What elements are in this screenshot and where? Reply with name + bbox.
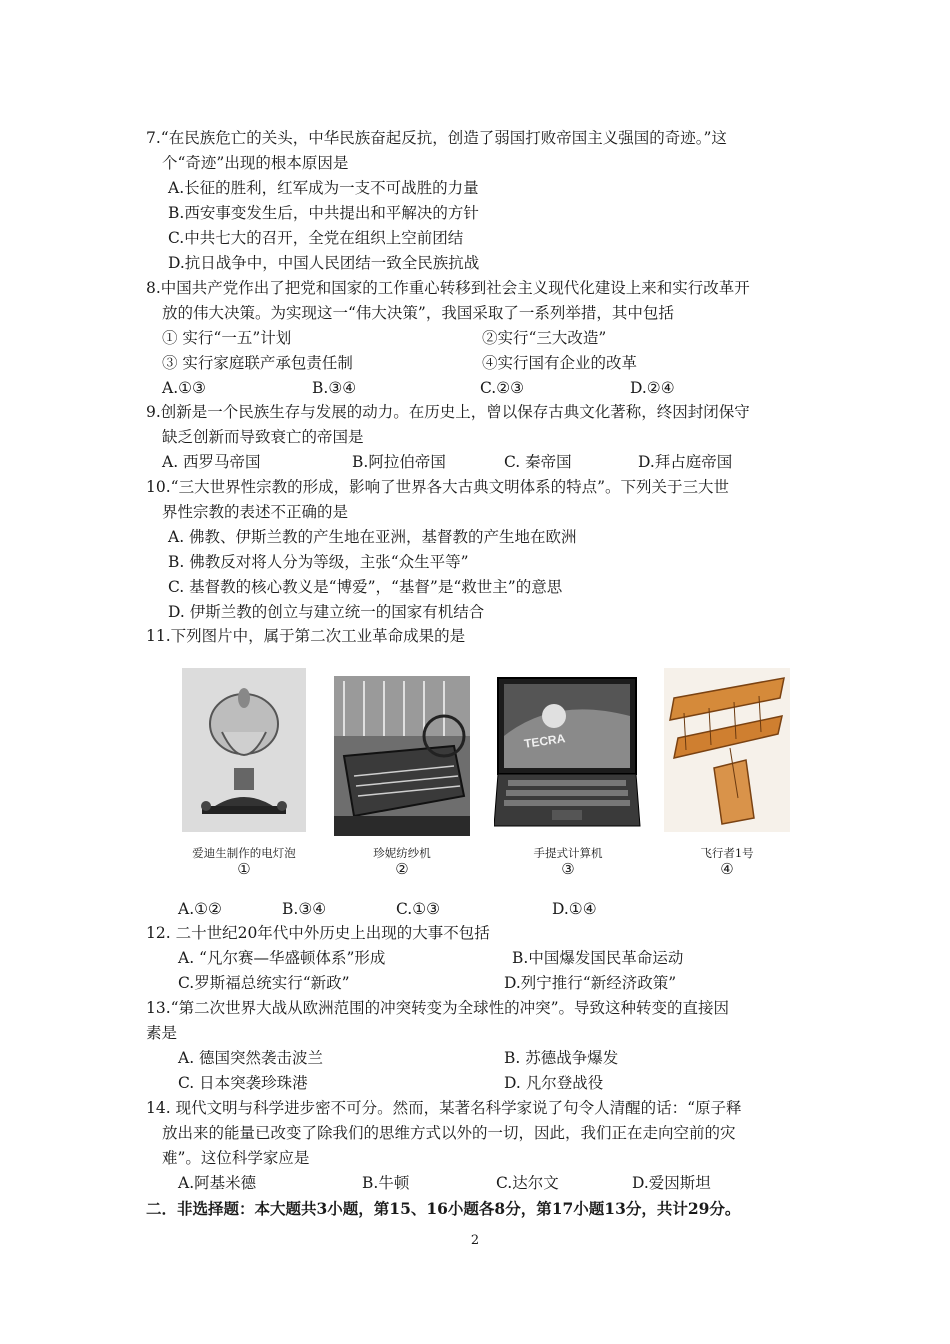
q7-line1: 7.“在民族危亡的关头，中华民族奋起反抗，创造了弱国打败帝国主义强国的奇迹。”这	[146, 129, 727, 147]
figure-2-number: ②	[395, 860, 409, 878]
figure-4-caption: 飞行者1号	[700, 846, 754, 860]
q8-line2: 放的伟大决策。为实现这一“伟大决策”，我国采取了一系列举措，其中包括	[162, 304, 674, 322]
q14-line1: 14. 现代文明与科学进步密不可分。然而，某著名科学家说了句令人清醒的话：“原子释	[146, 1099, 742, 1117]
q12-line1: 12. 二十世纪20年代中外历史上出现的大事不包括	[146, 924, 490, 942]
figure-3-number: ③	[561, 860, 575, 878]
q7-option-b: B.西安事变发生后，中共提出和平解决的方针	[168, 204, 479, 222]
page-number: 2	[470, 1233, 480, 1248]
spinning-jenny-icon	[334, 676, 470, 836]
q8-line1: 8.中国共产党作出了把党和国家的工作重心转移到社会主义现代化建设上来和实行改革开	[146, 279, 750, 297]
q13-option-c: C. 日本突袭珍珠港	[178, 1074, 308, 1092]
q13-option-b: B. 苏德战争爆发	[504, 1049, 619, 1067]
q9-options	[146, 450, 816, 475]
figure-4-number: ④	[720, 860, 734, 878]
q9-option-c: C. 秦帝国	[504, 453, 572, 471]
q8-item-2: ②实行“三大改造”	[482, 329, 607, 347]
figure-1-number: ①	[237, 860, 251, 878]
question-10	[146, 475, 816, 625]
section-2-heading	[146, 1196, 836, 1221]
q10-line2: 界性宗教的表述不正确的是	[162, 503, 349, 521]
q10-option-a: A. 佛教、伊斯兰教的产生地在亚洲，基督教的产生地在欧洲	[168, 528, 577, 546]
q8-item-1: ① 实行“一五”计划	[162, 329, 292, 347]
q8-option-d: D.②④	[630, 379, 675, 397]
q11-option-c: C.①③	[396, 900, 441, 918]
q14-option-d: D.爱因斯坦	[632, 1174, 711, 1192]
question-13	[146, 996, 816, 1096]
q13-option-a: A. 德国突然袭击波兰	[178, 1049, 324, 1067]
q9-option-a: A. 西罗马帝国	[162, 453, 261, 471]
question-11	[146, 624, 816, 649]
q10-option-d: D. 伊斯兰教的创立与建立统一的国家有机结合	[168, 603, 485, 621]
q11-option-a: A.①②	[178, 900, 222, 918]
figure-1-caption: 爱迪生制作的电灯泡	[192, 846, 296, 860]
q11-options	[146, 897, 816, 922]
q14-option-b: B.牛顿	[362, 1174, 410, 1192]
section-2-text: 二．非选择题：本大题共3小题，第15、16小题各8分，第17小题13分，共计29分。	[146, 1199, 741, 1218]
q12-option-c: C.罗斯福总统实行“新政”	[178, 974, 350, 992]
q13-line2: 素是	[146, 1024, 178, 1042]
q14-options	[146, 1171, 816, 1196]
q11-option-b: B.③④	[282, 900, 327, 918]
q9-option-d: D.拜占庭帝国	[638, 453, 733, 471]
q8-item-3: ③ 实行家庭联产承包责任制	[162, 354, 353, 372]
q9-line2: 缺乏创新而导致衰亡的帝国是	[162, 428, 364, 446]
q8-item-4: ④实行国有企业的改革	[482, 354, 638, 372]
q13-options-row1	[146, 1046, 816, 1071]
q14-line2: 放出来的能量已改变了除我们的思维方式以外的一切，因此，我们正在走向空前的灾	[162, 1124, 736, 1142]
q8-items-row1	[146, 326, 816, 351]
figure-laptop	[494, 676, 642, 836]
q10-option-c: C. 基督教的核心教义是“博爱”，“基督”是“救世主”的意思	[168, 578, 563, 596]
q11-option-d: D.①④	[552, 900, 597, 918]
figure-flyer	[664, 668, 790, 832]
q7-option-c: C.中共七大的召开，全党在组织上空前团结	[168, 229, 464, 247]
question-7	[146, 126, 816, 276]
q8-option-b: B.③④	[312, 379, 357, 397]
q7-line2: 个“奇迹”出现的根本原因是	[162, 154, 349, 172]
q11-line1: 11.下列图片中，属于第二次工业革命成果的是	[146, 627, 466, 645]
q12-option-d: D.列宁推行“新经济政策”	[504, 974, 677, 992]
q14-option-a: A.阿基米德	[178, 1174, 257, 1192]
figure-light-bulb	[182, 668, 306, 832]
laptop-icon	[494, 676, 642, 836]
question-12	[146, 921, 816, 996]
question-14	[146, 1096, 816, 1196]
q12-option-b: B.中国爆发国民革命运动	[512, 949, 684, 967]
question-8	[146, 276, 816, 401]
q9-option-b: B.阿拉伯帝国	[352, 453, 446, 471]
laptop-screen-text: TECRA	[523, 731, 567, 751]
q13-line1: 13.“第二次世界大战从欧洲范围的冲突转变为全球性的冲突”。导致这种转变的直接因	[146, 999, 730, 1017]
q10-line1: 10.“三大世界性宗教的形成，影响了世界各大古典文明体系的特点”。下列关于三大世	[146, 478, 730, 496]
q14-line3: 难”。这位科学家应是	[162, 1149, 310, 1167]
q8-options	[146, 376, 816, 401]
q13-option-d: D. 凡尔登战役	[504, 1074, 604, 1092]
q7-option-a: A.长征的胜利，红军成为一支不可战胜的力量	[168, 179, 479, 197]
q12-options-row1	[146, 946, 816, 971]
q8-option-c: C.②③	[480, 379, 525, 397]
question-9	[146, 400, 816, 475]
q7-option-d: D.抗日战争中，中国人民团结一致全民族抗战	[168, 254, 480, 272]
q11-options-block	[146, 897, 816, 922]
q12-options-row2	[146, 971, 816, 996]
q13-options-row2	[146, 1071, 816, 1096]
q10-option-b: B. 佛教反对将人分为等级，主张“众生平等”	[168, 553, 469, 571]
q9-line1: 9.创新是一个民族生存与发展的动力。在历史上，曾以保存古典文化著称，终因封闭保守	[146, 403, 750, 421]
airplane-icon	[664, 668, 790, 832]
light-bulb-icon	[182, 668, 306, 832]
figure-3-caption: 手提式计算机	[533, 846, 603, 860]
figure-spinning-jenny	[334, 676, 470, 836]
q8-option-a: A.①③	[162, 379, 206, 397]
q8-items-row2	[146, 351, 816, 376]
figure-2-caption: 珍妮纺纱机	[373, 846, 431, 860]
q12-option-a: A. “凡尔赛—华盛顿体系”形成	[178, 949, 386, 967]
q14-option-c: C.达尔文	[496, 1174, 559, 1192]
